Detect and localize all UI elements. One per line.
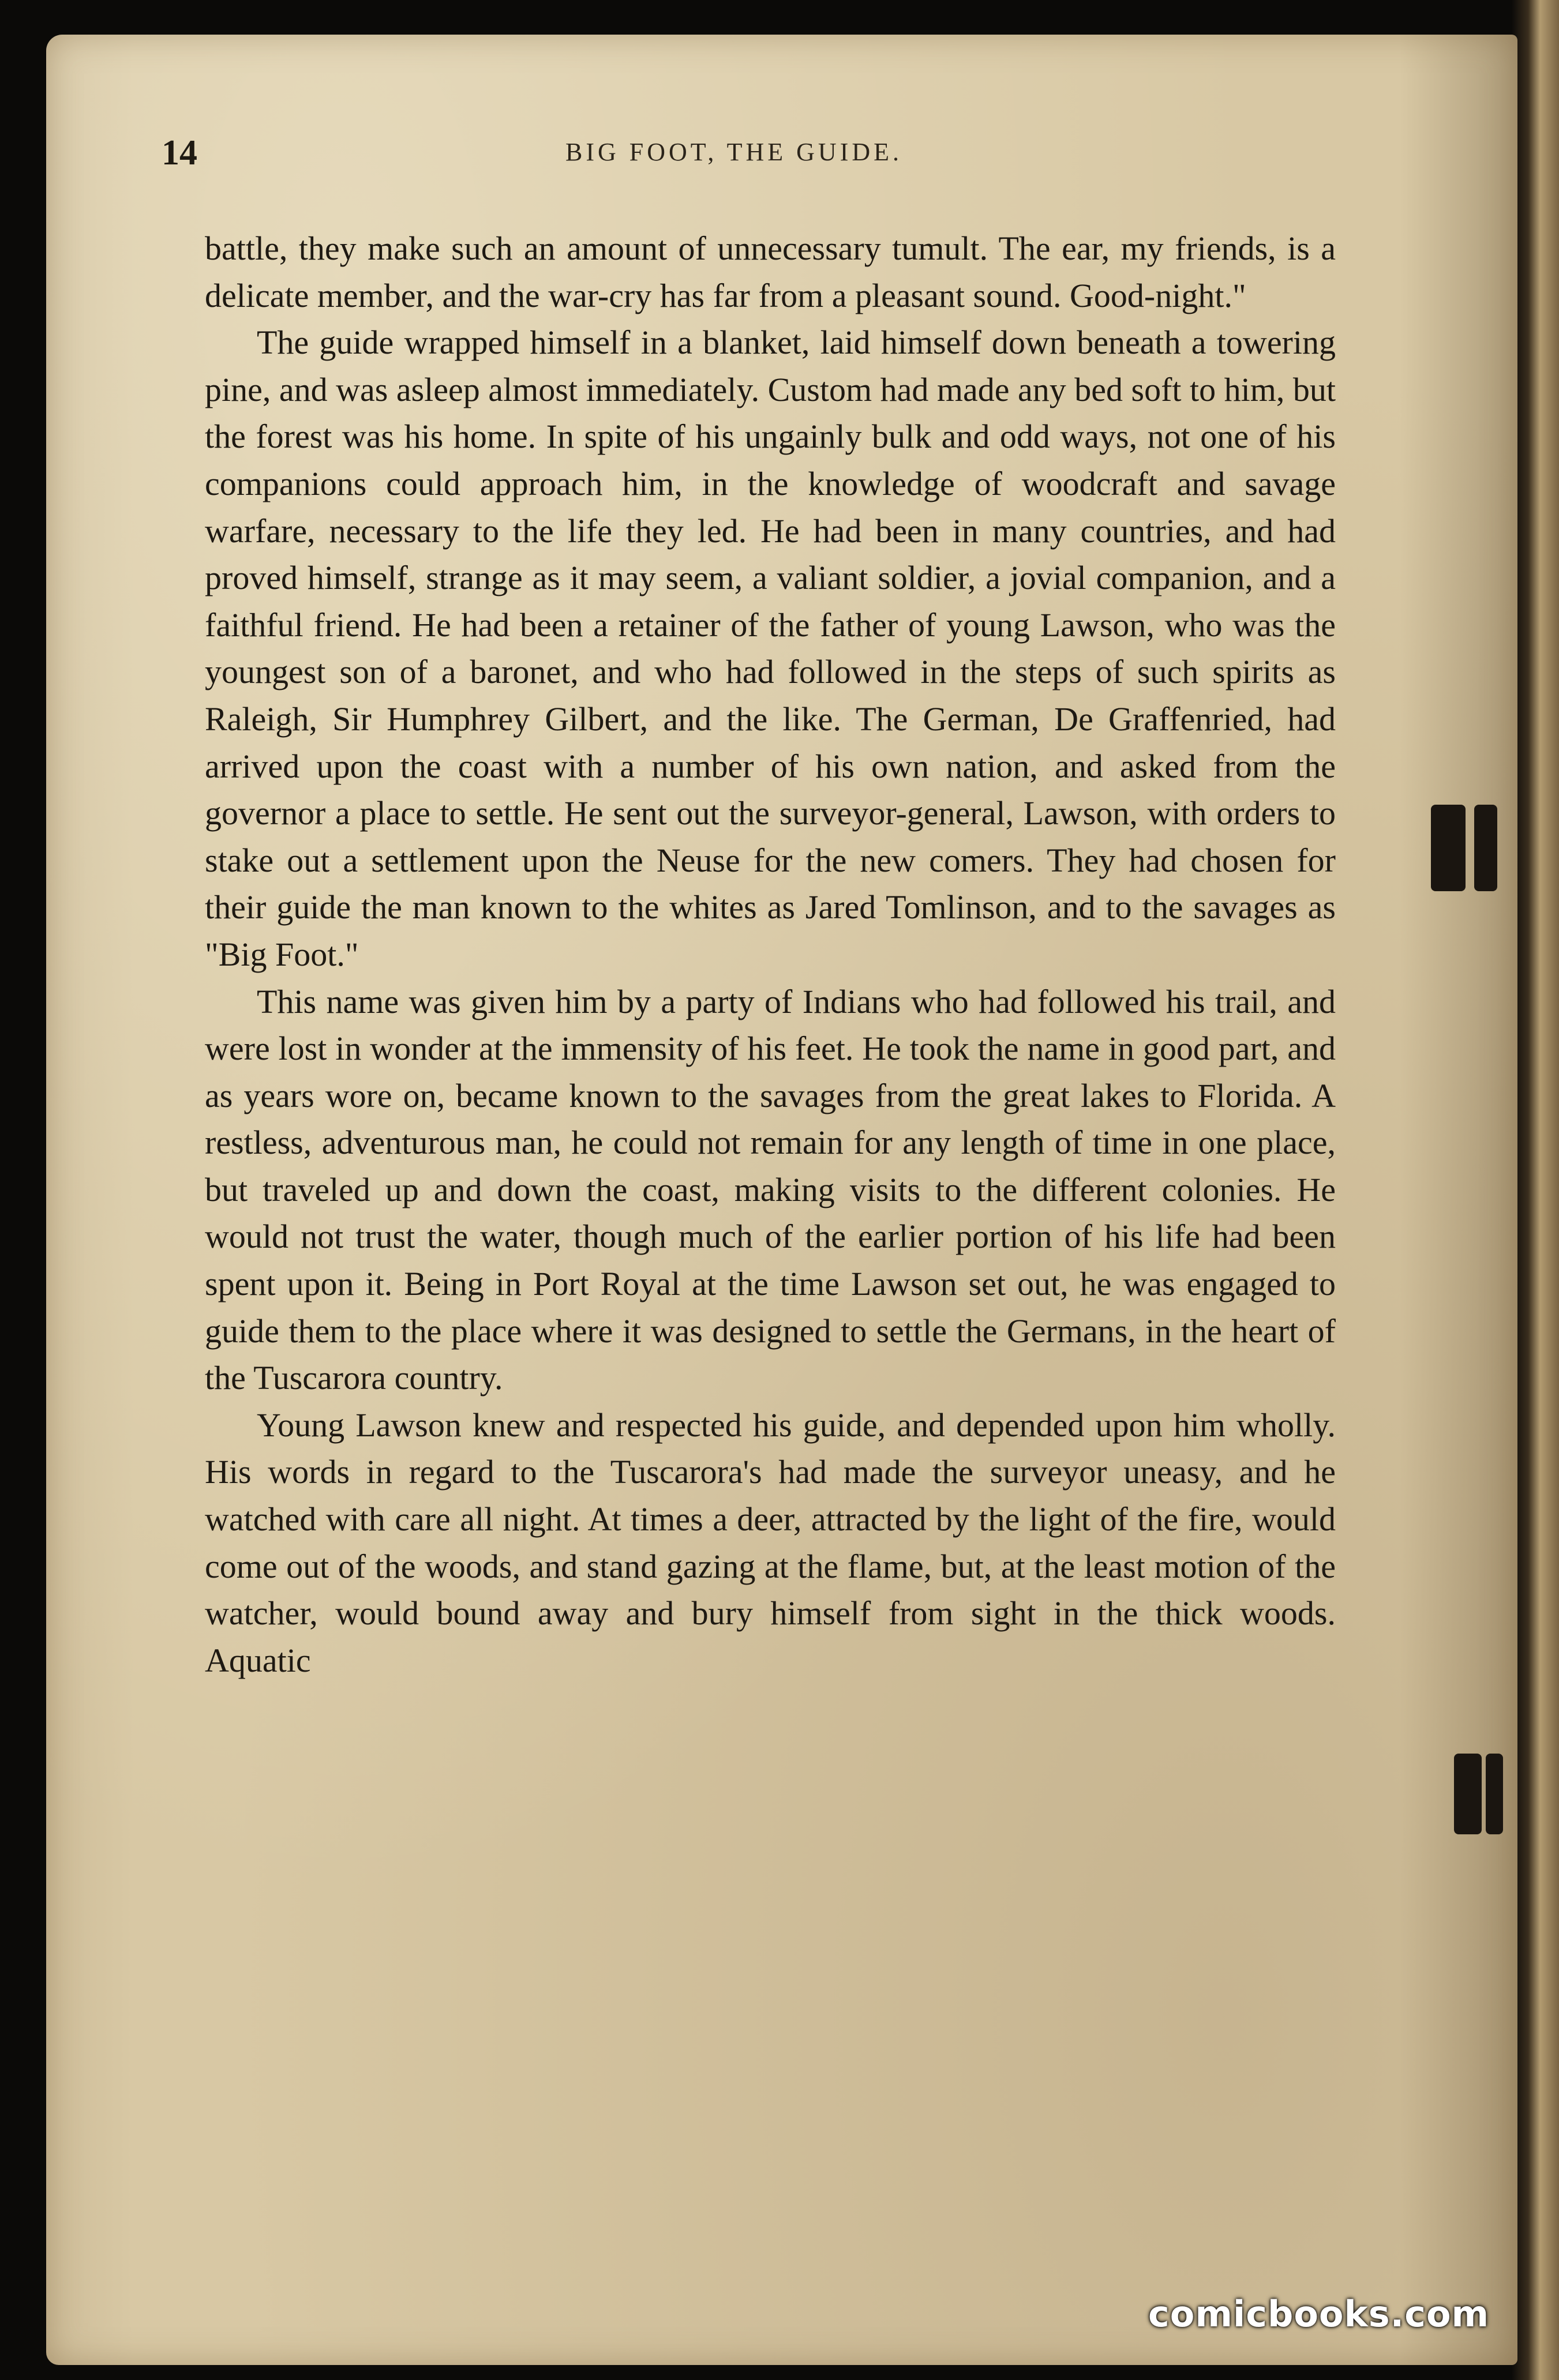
binding-stitch-mark — [1486, 1754, 1503, 1834]
paragraph: Young Lawson knew and respected his guide, and depended upon him wholly. His words in regard to the Tuscarora's had made the surveyor uneasy, and he watched with care all night. At times a deer, attracted by the light of the fire, would come out of the woods, and stand gazing at the flame, but, at the least motion of the watcher, would bound away and bury himself from sight in the thick woods. Aquatic — [205, 1406, 1336, 1679]
body-text — [205, 225, 1336, 1684]
paragraph: This name was given him by a party of Indians who had followed his trail, and were lost in wonder at the immensity of his feet. He took the name in good part, and as years wore on, became known to the savages from the great lakes to Florida. A restless, adventurous man, he could not remain for any length of time in one place, but traveled up and down the coast, making visits to the different colonies. He would not trust the water, though much of the earlier portion of his life had been spent upon it. Being in Port Royal at the time Lawson set out, he was engaged to guide them to the place where it was designed to settle the Germans, in the heart of the Tuscarora country. — [205, 982, 1336, 1397]
book-spine — [1512, 0, 1559, 2380]
binding-stitch-mark — [1474, 805, 1497, 891]
binding-stitch-mark — [1454, 1754, 1482, 1834]
paragraph: The guide wrapped himself in a blanket, laid himself down beneath a towering pine, and was asleep almost immediately. Custom had made any bed soft to him, but the forest was his home. In spite of his ungainly bulk and odd ways, not one of his companions could approach him, in the knowledge of woodcraft and savage warfare, necessary to the life they led. He had been in many countries, and had proved himself, strange as it may seem, a valiant soldier, a jovial companion, and a faithful friend. He had been a retainer of the father of young Lawson, who was the youngest son of a baronet, and who had followed in the steps of such spirits as Raleigh, Sir Humphrey Gilbert, and the like. The German, De Graffenried, had arrived upon the coast with a number of his own nation, and asked from the governor a place to settle. He sent out the surveyor-general, Lawson, with orders to stake out a settlement upon the Neuse for the new comers. They had chosen for their guide the man known to the whites as Jared Tomlinson, and to the savages as "Big Foot." — [205, 324, 1336, 973]
paragraph: battle, they make such an amount of unnecessary tumult. The ear, my friends, is a delicate member, and the war-cry has far from a pleasant sound. Good-night." — [205, 230, 1336, 314]
running-title: BIG FOOT, THE GUIDE. — [565, 138, 902, 166]
binding-stitch-mark — [1431, 805, 1466, 891]
page-number: 14 — [162, 133, 197, 172]
watermark-logo: comicbooks.com — [1148, 2293, 1490, 2335]
